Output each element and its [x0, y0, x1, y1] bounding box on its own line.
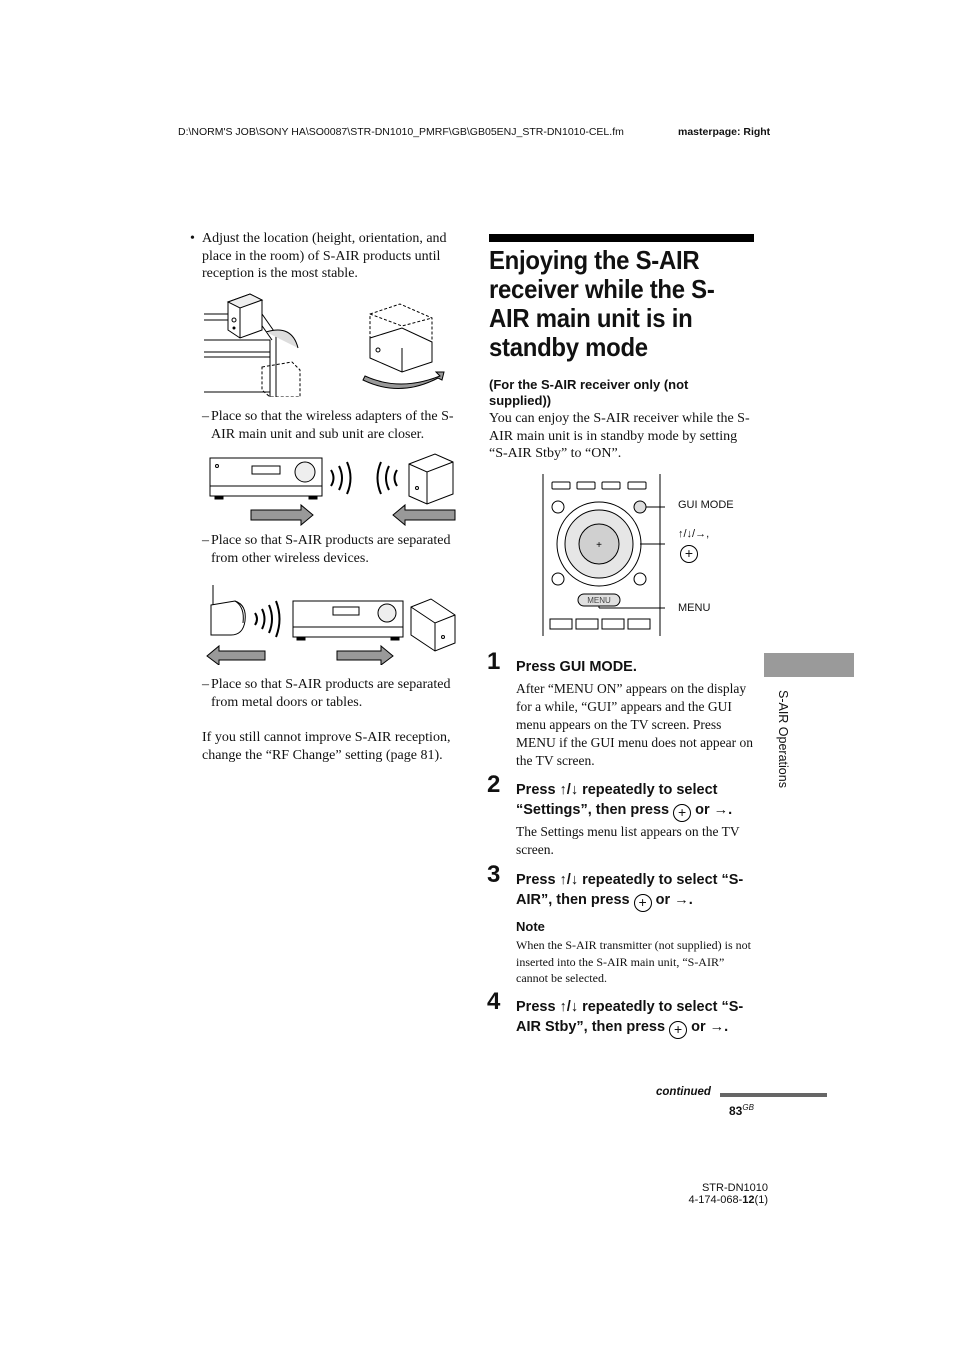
note-body: When the S-AIR transmitter (not supplied) is not inserted into the S-AIR main unit, “S-AIR” cannot be selected. [516, 938, 751, 985]
header-masterpage: masterpage: Right [678, 126, 771, 138]
dash-marker: – [202, 409, 209, 424]
section-title: Enjoying the S-AIR receiver while the S-AIR main unit is in standby mode [489, 245, 715, 362]
sub-speaker-2 [411, 599, 455, 651]
step-heading-4 [516, 997, 766, 1039]
step-heading-4-tail: or →. [691, 1019, 729, 1035]
bullet-text: Adjust the location (height, orientation, and place in the room) of S-AIR products until reception is the most stable. [202, 231, 447, 281]
dash-item-3 [202, 676, 454, 711]
right-arrow-icon [337, 646, 393, 665]
enter-icon: + [680, 542, 698, 563]
separated-illustration [205, 583, 460, 665]
closing-paragraph: If you still cannot improve S-AIR reception, change the “RF Change” setting (page 81). [202, 730, 451, 763]
wireless-router [211, 585, 245, 635]
left-arrow-icon [207, 646, 265, 665]
dash-text-3: Place so that S-AIR products are separated from metal doors or tables. [211, 677, 451, 710]
step-heading-4-text: Press ↑/↓ repeatedly to select “S-AIR Stby”, then press [516, 999, 744, 1035]
dash-marker: – [202, 677, 209, 692]
gui-mode-label: GUI MODE [678, 499, 734, 511]
step-number-1: 1 [487, 648, 501, 675]
enter-icon: + [634, 894, 652, 912]
dash-marker: – [202, 533, 209, 548]
side-tab-marker [764, 653, 854, 677]
dash-item-2 [202, 532, 454, 567]
closer-illustration [205, 452, 460, 526]
document-code [640, 1194, 768, 1206]
menu-label: MENU [678, 602, 711, 614]
dash-item-1 [202, 408, 454, 443]
menu-button-label: MENU [587, 596, 611, 605]
remote-control-figure [540, 474, 665, 636]
title-rule [489, 234, 754, 242]
top-buttons [552, 482, 646, 489]
enter-icon: + [673, 804, 691, 822]
bullet-item [190, 230, 460, 283]
page-number-value: 83 [729, 1104, 743, 1118]
transport-buttons [550, 619, 650, 629]
step-heading-2-text: Press ↑/↓ repeatedly to select “Settings”, then press [516, 782, 718, 818]
receiver-unit-2 [293, 601, 403, 640]
remote-button [552, 501, 564, 513]
bullet-dot-icon: • [190, 231, 195, 246]
svg-text:+: + [596, 540, 602, 551]
right-arrow-icon [251, 505, 313, 525]
dash-text-2: Place so that S-AIR products are separated from other wireless devices. [211, 533, 451, 566]
dash-text-1: Place so that the wireless adapters of the S-AIR main unit and sub unit are closer. [211, 409, 454, 442]
header-file-path: D:\NORM'S JOB\SONY HA\SO0087\STR-DN1010_PMRF\GB\GB05ENJ_STR-DN1010-CEL.fm [178, 126, 624, 138]
code-prefix: 4-174-068- [688, 1194, 743, 1206]
options-button [634, 573, 646, 585]
receiver-unit [210, 458, 322, 499]
note-heading: Note [516, 919, 545, 934]
step-body-1: After “MENU ON” appears on the display for a while, “GUI” appears and the GUI menu appears on the TV screen. Press MENU if the GUI menu does not appear on the TV screen. [516, 681, 753, 768]
code-suffix: (1) [754, 1194, 768, 1206]
step-body-2: The Settings menu list appears on the TV screen. [516, 824, 740, 857]
intro-paragraph: You can enjoy the S-AIR receiver while the S-AIR main unit is in standby mode by setting “S-AIR Stby” to “ON”. [489, 411, 750, 461]
code-revision: 12 [742, 1194, 755, 1206]
continued-rule [720, 1093, 827, 1097]
speaker-rotating [370, 304, 432, 372]
sub-speaker [409, 454, 453, 504]
page-number [729, 1103, 754, 1118]
wireless-waves-icon [331, 462, 397, 494]
step-heading-3 [516, 870, 766, 912]
step-heading-1: Press GUI MODE. [516, 659, 637, 675]
step-heading-2 [516, 780, 766, 822]
side-tab-label: S-AIR Operations [776, 690, 790, 788]
arrows-label: ↑/↓/→, [678, 528, 710, 540]
step-heading-3-tail: or →. [655, 892, 693, 908]
gui-mode-button [634, 501, 646, 513]
return-button [552, 573, 564, 585]
step-number-4: 4 [487, 988, 501, 1015]
step-number-3: 3 [487, 861, 501, 888]
speaker-upper [228, 294, 262, 338]
step-number-2: 2 [487, 771, 501, 798]
continued-label: continued [656, 1086, 711, 1098]
model-number: STR-DN1010 [701, 1182, 768, 1194]
enter-icon: + [669, 1021, 687, 1039]
wireless-waves-left [255, 601, 280, 637]
step-heading-3-text: Press ↑/↓ repeatedly to select “S-AIR”, then press [516, 872, 744, 908]
left-arrow-icon [393, 505, 455, 525]
placement-illustration [200, 292, 460, 397]
step-heading-2-tail: or →. [695, 802, 733, 818]
section-subhead: (For the S-AIR receiver only (not supplied)) [489, 377, 689, 408]
rotate-arrow [363, 372, 444, 389]
page-number-suffix: GB [742, 1103, 754, 1112]
